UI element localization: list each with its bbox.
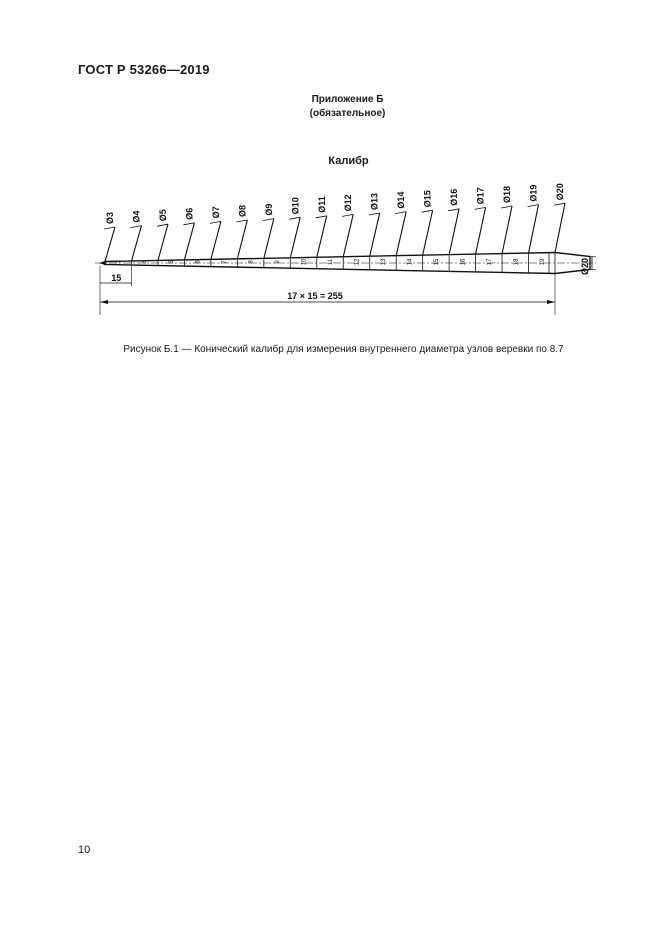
segment-number: 18 [513, 258, 520, 266]
segment-number: 10 [301, 258, 308, 266]
standard-code: ГОСТ Р 53266—2019 [78, 62, 210, 77]
segment-number: 15 [433, 258, 440, 266]
figure-caption: Рисунок Б.1 — Конический калибр для измерения внутреннего диаметра узлов веревки по 8.7 [123, 344, 564, 355]
diameter-leader [105, 227, 115, 262]
diameter-label: Ø4 [131, 210, 142, 223]
diameter-leader [476, 207, 486, 254]
diameter-label: Ø5 [157, 209, 168, 222]
diameter-label: Ø11 [316, 196, 327, 213]
diameter-label: Ø18 [502, 185, 513, 203]
leader-tick [104, 227, 115, 229]
diameter-leader [184, 223, 194, 260]
diameter-leader [529, 205, 539, 253]
diameter-label: Ø15 [422, 190, 433, 208]
diameter-leader [423, 210, 433, 255]
segment-number: 5 [169, 260, 176, 264]
diameter-leader [158, 224, 168, 260]
appendix-title: Приложение Б [311, 94, 384, 105]
leader-tick [395, 212, 406, 214]
leader-tick [475, 207, 486, 209]
diameter-leaders [104, 183, 565, 261]
arrow-head [100, 300, 108, 304]
diameter-leader [237, 220, 247, 259]
segment-number: 3 [116, 260, 123, 264]
diameter-leader [449, 209, 459, 255]
leader-tick [501, 206, 512, 208]
leader-tick [130, 226, 141, 228]
leader-tick [263, 219, 274, 221]
diameter-label: Ø17 [475, 187, 486, 205]
segment-number: 13 [380, 258, 387, 266]
page-number: 10 [78, 844, 91, 856]
figure-title: Калибр [328, 155, 369, 167]
arrow-head [547, 300, 555, 304]
segment-number: 6 [195, 260, 202, 264]
diameter-leader [343, 214, 353, 256]
diameter-label: Ø13 [369, 192, 380, 210]
leader-tick [289, 217, 300, 219]
segment-number: 14 [407, 258, 414, 266]
diameter-label: Ø3 [105, 211, 115, 224]
total-dim-label: 17 × 15 = 255 [287, 291, 343, 301]
diameter-leader [211, 221, 221, 259]
leader-tick [316, 216, 327, 218]
leader-tick [448, 209, 459, 211]
caliber-drawing [90, 175, 610, 320]
diameter-leader [555, 203, 565, 252]
segment-number: 7 [222, 260, 229, 264]
diameter-label: Ø19 [528, 184, 539, 202]
leader-tick [554, 203, 565, 205]
segment-number: 17 [486, 258, 493, 266]
leader-tick [422, 210, 433, 212]
segment-number: 16 [460, 258, 467, 266]
segment-number: 11 [328, 258, 334, 266]
appendix-heading [0, 93, 661, 121]
diameter-label: Ø20 [555, 183, 565, 201]
diameter-leader [396, 212, 406, 256]
diameter-leader [317, 216, 327, 257]
leader-tick [210, 221, 221, 223]
segment-number: 12 [354, 258, 361, 266]
segment-number: 19 [539, 258, 546, 266]
segment-number: 8 [248, 260, 255, 264]
leader-tick [369, 213, 380, 215]
diameter-label: Ø16 [449, 188, 460, 206]
diameter-label: Ø6 [184, 207, 195, 220]
diameter-label: Ø7 [210, 206, 221, 219]
leader-tick [528, 205, 539, 207]
leader-tick [342, 214, 353, 216]
diameter-leader [264, 219, 274, 259]
segment-number: 4 [142, 260, 149, 264]
end-diameter-label: Ø20 [580, 257, 590, 275]
diameter-label: Ø12 [343, 194, 354, 212]
diameter-leader [131, 226, 141, 261]
leader-tick [183, 223, 194, 225]
diameter-leader [502, 206, 512, 254]
leader-tick [236, 220, 247, 222]
diameter-label: Ø14 [396, 191, 407, 209]
segment-number: 9 [275, 260, 282, 264]
leader-tick [157, 224, 168, 226]
diameter-label: Ø10 [290, 197, 301, 215]
caliber-body [95, 253, 596, 274]
diameter-label: Ø9 [263, 203, 274, 216]
diameter-leader [370, 213, 380, 256]
diameter-label: Ø8 [237, 204, 248, 217]
step-dim-label: 15 [111, 273, 122, 283]
diameter-leader [290, 217, 300, 258]
appendix-status: (обязательное) [309, 108, 386, 119]
